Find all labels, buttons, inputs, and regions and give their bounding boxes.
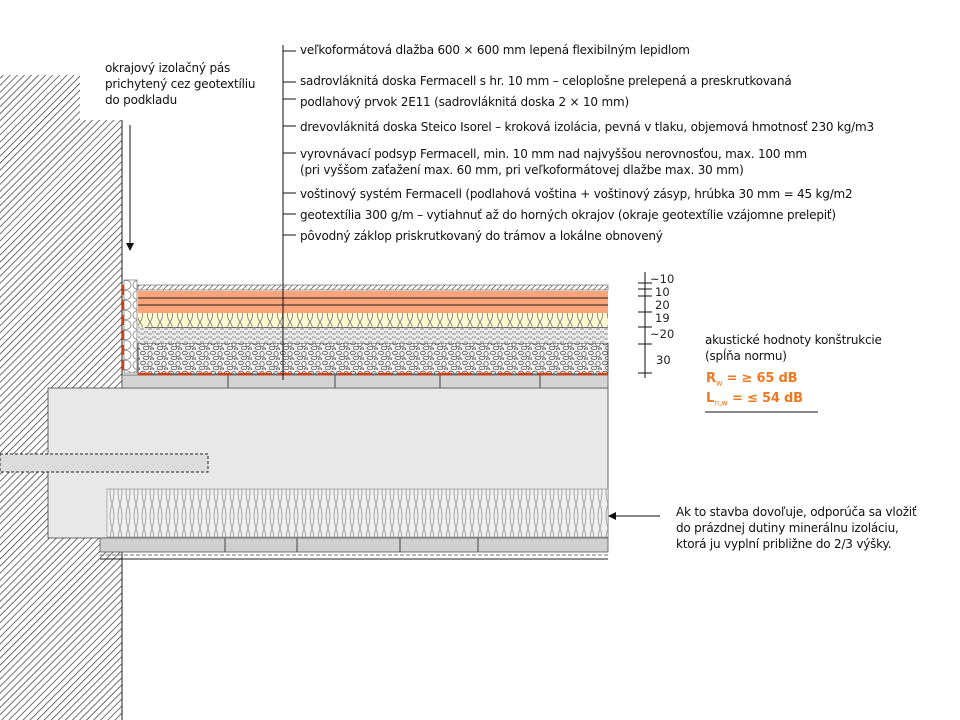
edge-strip-note-line-3: do podkladu	[105, 93, 178, 107]
dim-element: 20	[655, 298, 670, 312]
label-honeycomb: voštinový systém Fermacell (podlahová voština + voštinový zásyp, hrúbka 30 mm = 45 kg/m2	[300, 187, 853, 201]
label-floor-element: podlahový prvok 2E11 (sadrovláknitá doska 2 × 10 mm)	[300, 95, 629, 109]
original-subfloor	[122, 375, 608, 388]
wooden-beam-dashed	[0, 454, 208, 472]
leveling-fill-layer	[138, 327, 608, 343]
dim-tile: ~10	[650, 272, 675, 286]
large-format-tiles	[138, 285, 608, 290]
edge-insulation-strip	[124, 280, 137, 373]
arrow-down-icon	[126, 125, 134, 251]
acoustics-title: akustické hodnoty konštrukcie	[705, 333, 882, 347]
acoustics-rw: $R_w$ = ≥ 65 dB	[706, 371, 798, 388]
insulation-note-line-3: ktorá ju vyplní približne do 2/3 výšky.	[676, 537, 892, 551]
label-wood-fiber-board: drevovláknitá doska Steico Isorel – kroková izolácia, pevná v tlaku, objemová hmotnosť 230 kg/m3	[300, 120, 874, 134]
dim-honeycomb: 30	[656, 353, 671, 367]
label-leveling-fill: vyrovnávací podsyp Fermacell, min. 10 mm nad najvyššou nerovnosťou, max. 100 mm	[300, 147, 807, 161]
honeycomb-fill-layer	[138, 343, 608, 374]
dim-gypsum: 10	[655, 285, 670, 299]
label-tiles: veľkoformátová dlažba 600 × 600 mm lepená flexibilným lepidlom	[300, 43, 690, 57]
gypsum-fiber-boards	[138, 291, 608, 313]
wood-fiber-board	[138, 313, 608, 327]
label-subfloor: pôvodný záklop priskrutkovaný do trámov a lokálne obnovený	[300, 229, 663, 243]
insulation-note-line-2: do prázdnej dutiny minerálnu izoláciu,	[676, 521, 899, 535]
acoustics-subtitle: (spĺňa normu)	[705, 349, 787, 363]
dim-wood-fiber: 19	[655, 311, 670, 325]
edge-strip-note-line-2: prichytený cez geotextíliu	[105, 77, 256, 91]
insulation-note-line-1: Ak to stavba dovoľuje, odporúča sa vložiť	[676, 505, 917, 519]
label-geotextile: geotextília 300 g/m – vytiahnuť až do horných okrajov (okraje geotextílie vzájomne prelepiť)	[300, 208, 836, 222]
dimension-line	[638, 272, 652, 378]
label-leveling-fill-note: (pri vyššom zaťažení max. 60 mm, pri veľkoformátovej dlažbe max. 30 mm)	[300, 163, 744, 177]
ceiling-boards	[100, 538, 608, 559]
acoustics-lnw: $L_{n,w}$ = ≤ 54 dB	[706, 391, 803, 408]
dim-leveling: ~20	[650, 327, 675, 341]
edge-strip-note-line-1: okrajový izolačný pás	[105, 61, 231, 75]
mineral-insulation	[107, 489, 608, 537]
label-gypsum-board: sadrovláknitá doska Fermacell s hr. 10 mm – celoplošne prelepená a preskrutkovaná	[300, 74, 792, 88]
arrow-left-icon	[608, 512, 660, 520]
